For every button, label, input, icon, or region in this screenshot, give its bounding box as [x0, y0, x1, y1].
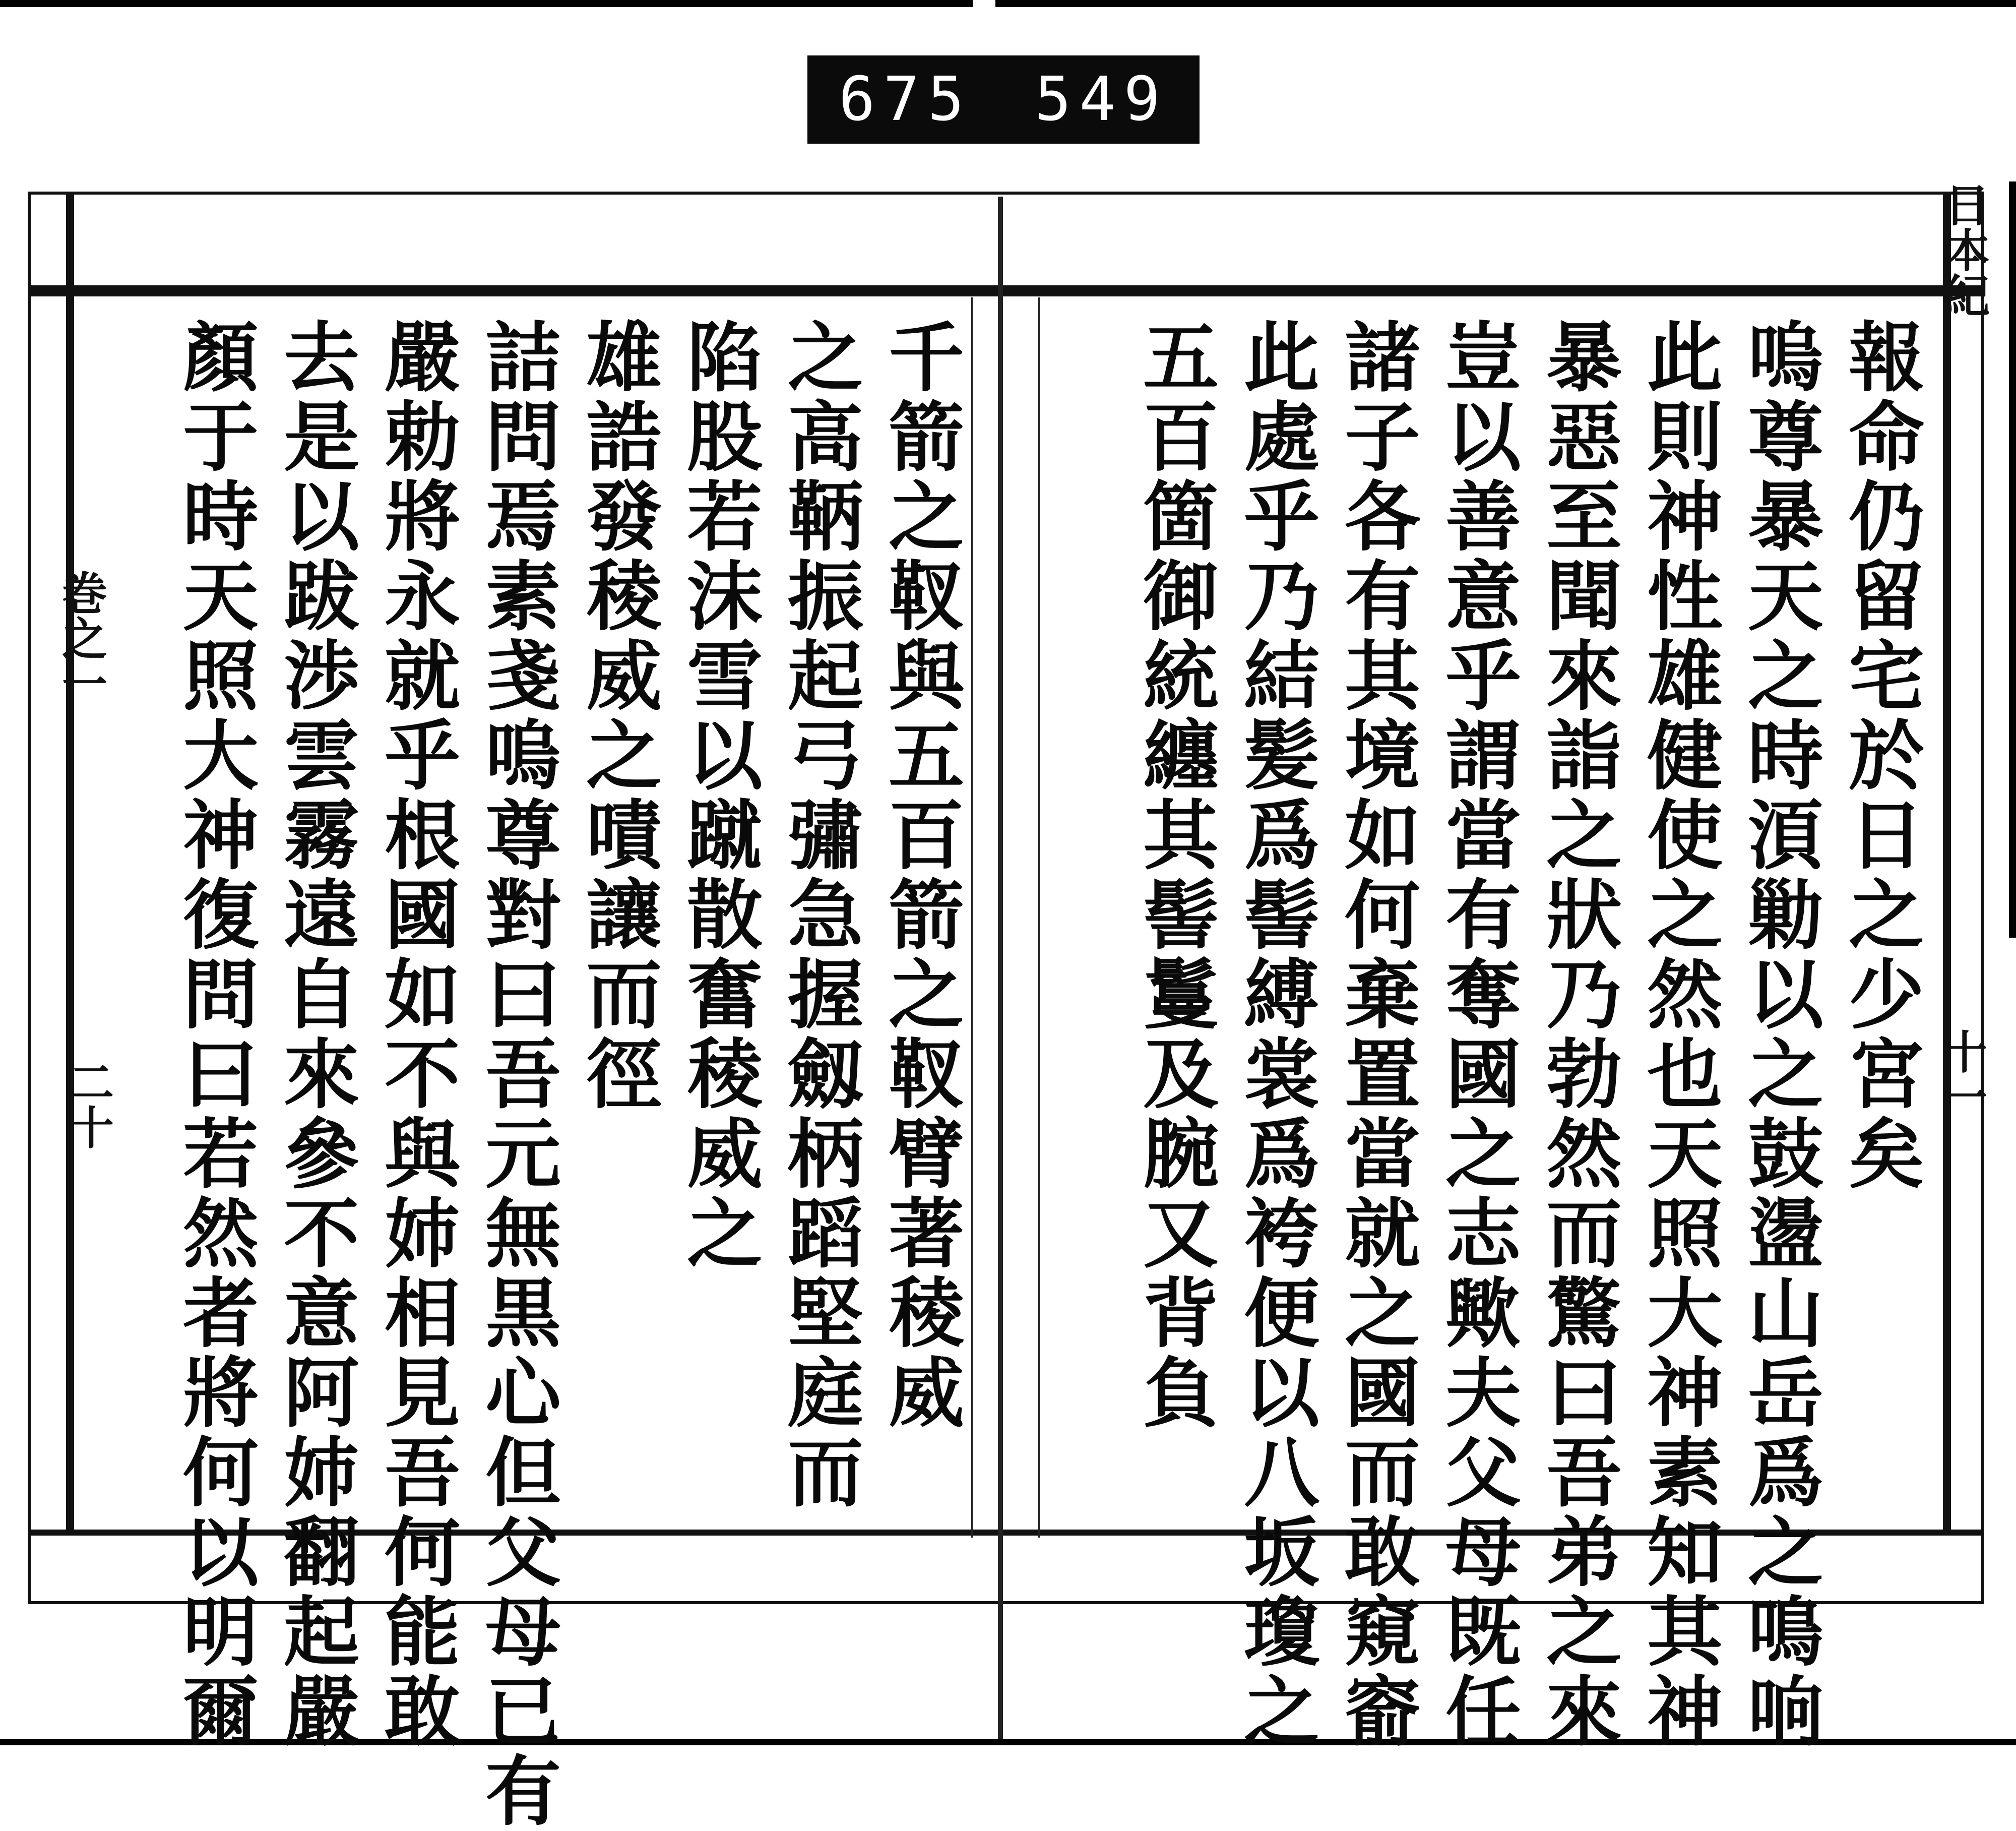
- left-outer-margin: [31, 195, 74, 1601]
- folio-label: [807, 55, 1200, 144]
- head-margin: [31, 195, 1981, 296]
- left-page-number: 二十: [60, 1059, 114, 1149]
- text-column: 五百箇御統纏其髻鬘及腕又背負: [1130, 318, 1219, 1433]
- text-column: 嚴勅將永就乎根國如不與姉相見吾何能敢: [371, 318, 460, 1751]
- text-column: 詰問焉素戔嗚尊對曰吾元無黒心但父母已有: [472, 318, 561, 1831]
- text-column: 此處乎乃結髪爲髻縛裳爲袴便以八坂瓊之: [1231, 318, 1319, 1751]
- folio-left-number: 675: [839, 65, 972, 135]
- left-page: [76, 297, 973, 1831]
- text-column: 去是以跋渉雲霧遠自來參不意阿姉翻起嚴: [271, 318, 359, 1751]
- text-column: 雄誥發稜威之嘖讓而徑: [573, 318, 662, 1114]
- right-outer-margin: [1943, 195, 1981, 1601]
- scan-top-edge: [0, 0, 973, 7]
- left-page-inner-rule: [971, 297, 973, 1538]
- right-page: [1038, 297, 1935, 1751]
- folio-right-number: 549: [1035, 65, 1168, 135]
- scan-right-edge: [2009, 181, 2016, 938]
- text-column: 陷股若沫雪以蹴散奮稜威之: [674, 318, 763, 1273]
- scan-top-edge-right: [995, 0, 2016, 7]
- right-page-inner-rule: [1038, 297, 1040, 1538]
- text-column: 暴惡至聞來詣之狀乃勃然而驚曰吾弟之來: [1533, 318, 1622, 1751]
- left-chapter-tab: 巻之一: [54, 570, 107, 706]
- text-column: 顏于時天照大神復問曰若然者將何以明爾: [170, 318, 259, 1751]
- right-running-title: 日本紀: [1936, 181, 1990, 318]
- center-gutter: [998, 197, 1003, 1739]
- right-running-number: 十一: [1934, 1028, 1987, 1119]
- text-column: 此則神性雄健使之然也天照大神素知其神: [1634, 318, 1723, 1751]
- text-column: 之高鞆振起弓彇急握劔柄蹈堅庭而: [775, 318, 863, 1512]
- text-column: 報命仍留宅於日之少宮矣: [1836, 318, 1924, 1194]
- text-column: 諸子各有其境如何棄置當就之國而敢窺窬: [1332, 318, 1420, 1751]
- text-column: 千箭之靫與五百箭之靫臂著稜威: [875, 318, 964, 1433]
- text-column: 豈以善意乎謂當有奪國之志歟夫父母既任: [1432, 318, 1521, 1751]
- text-column: 嗚尊暴天之時湏勦以之鼓盪山岳爲之鳴响: [1735, 318, 1823, 1751]
